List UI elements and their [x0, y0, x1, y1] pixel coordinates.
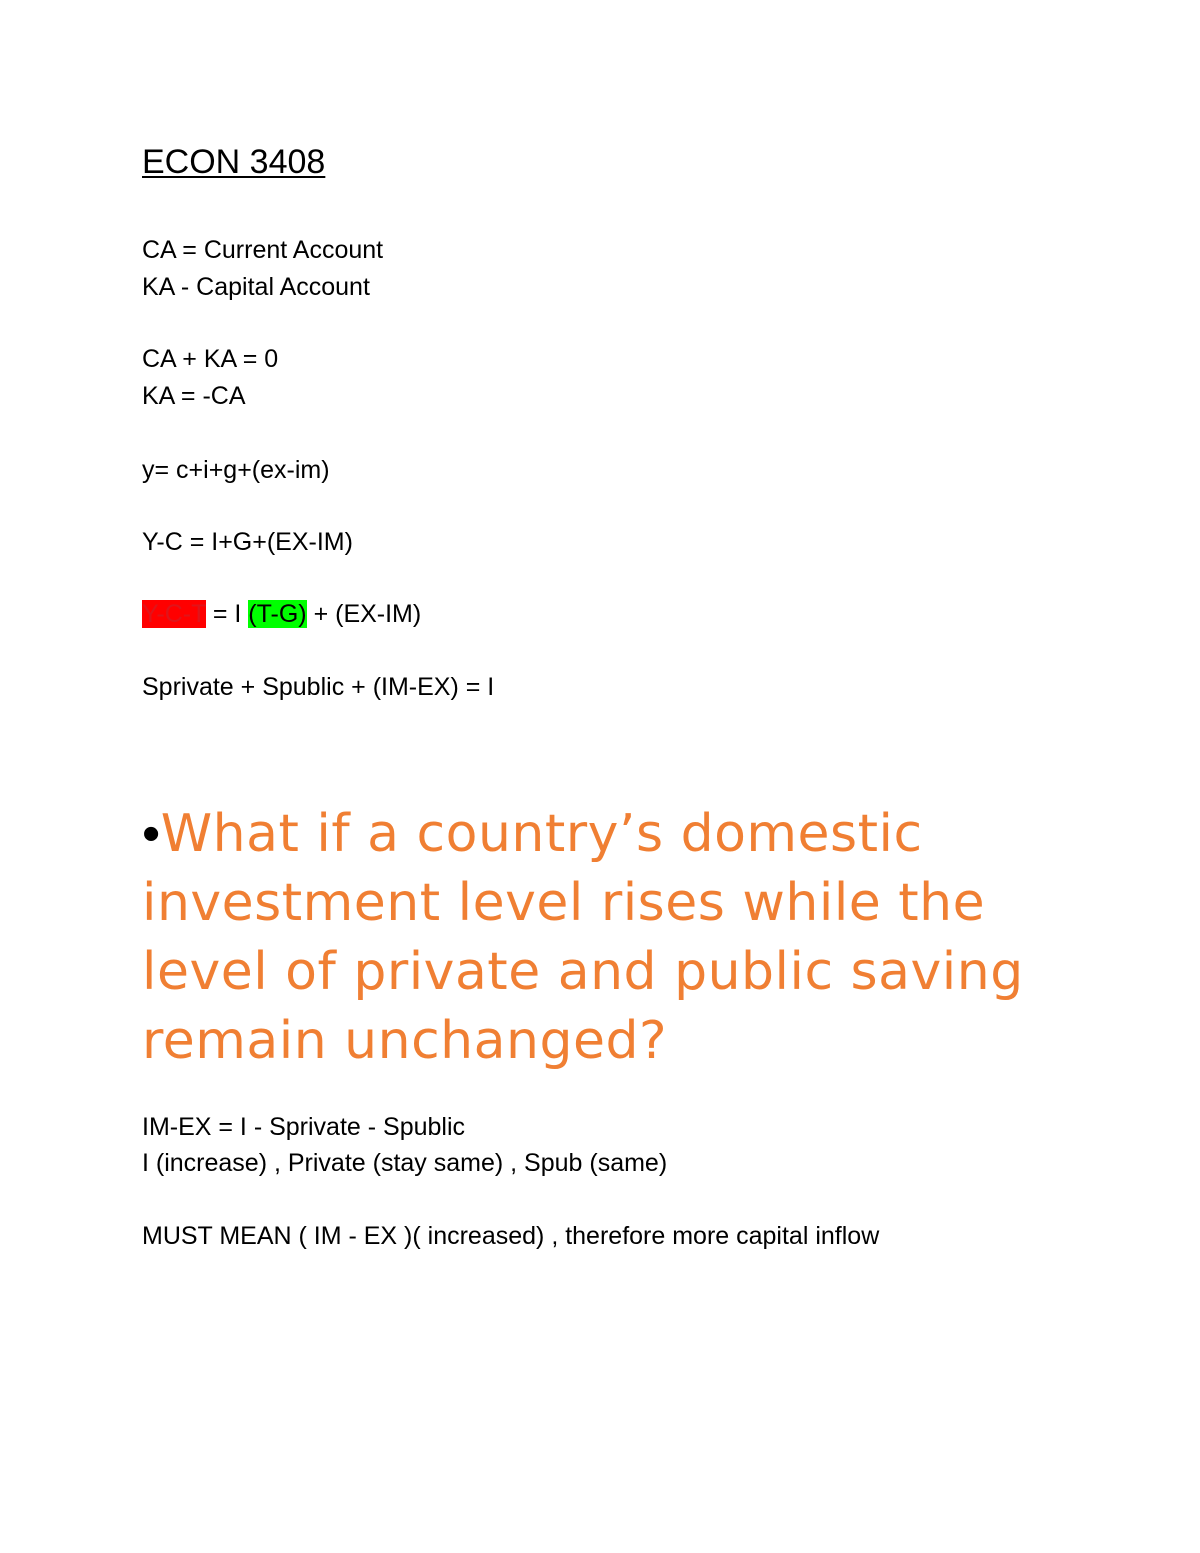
equation-ca-plus-ka: CA + KA = 0	[142, 345, 279, 373]
definition-capital-account: KA - Capital Account	[142, 273, 370, 301]
question-text: What if a country’s domestic investment level rises while the level of private and public saving remain unchanged?	[142, 804, 1024, 1071]
answer-identity: IM-EX = I - Sprivate - Spublic	[142, 1113, 466, 1141]
equation-savings-highlighted	[142, 599, 421, 629]
equation-saving-identity: Sprivate + Spublic + (IM-EX) = I	[142, 673, 495, 701]
page-title: ECON 3408	[142, 143, 326, 181]
equation-y-minus-c: Y-C = I+G+(EX-IM)	[142, 528, 353, 556]
question-block	[142, 800, 1092, 1076]
equation-output-lower: y= c+i+g+(ex-im)	[142, 456, 330, 484]
highlight-green-term: (T-G)	[248, 600, 307, 628]
bullet: •	[142, 805, 161, 863]
highlight-red-term: Y-C-T	[142, 600, 206, 628]
equation-part: = I	[205, 600, 249, 628]
equation-ka-neg-ca: KA = -CA	[142, 382, 246, 410]
answer-conditions: I (increase) , Private (stay same) , Spub (same)	[142, 1149, 668, 1177]
definition-current-account: CA = Current Account	[142, 236, 384, 264]
answer-conclusion: MUST MEAN ( IM - EX )( increased) , therefore more capital inflow	[142, 1222, 880, 1250]
equation-part: + (EX-IM)	[306, 600, 422, 628]
